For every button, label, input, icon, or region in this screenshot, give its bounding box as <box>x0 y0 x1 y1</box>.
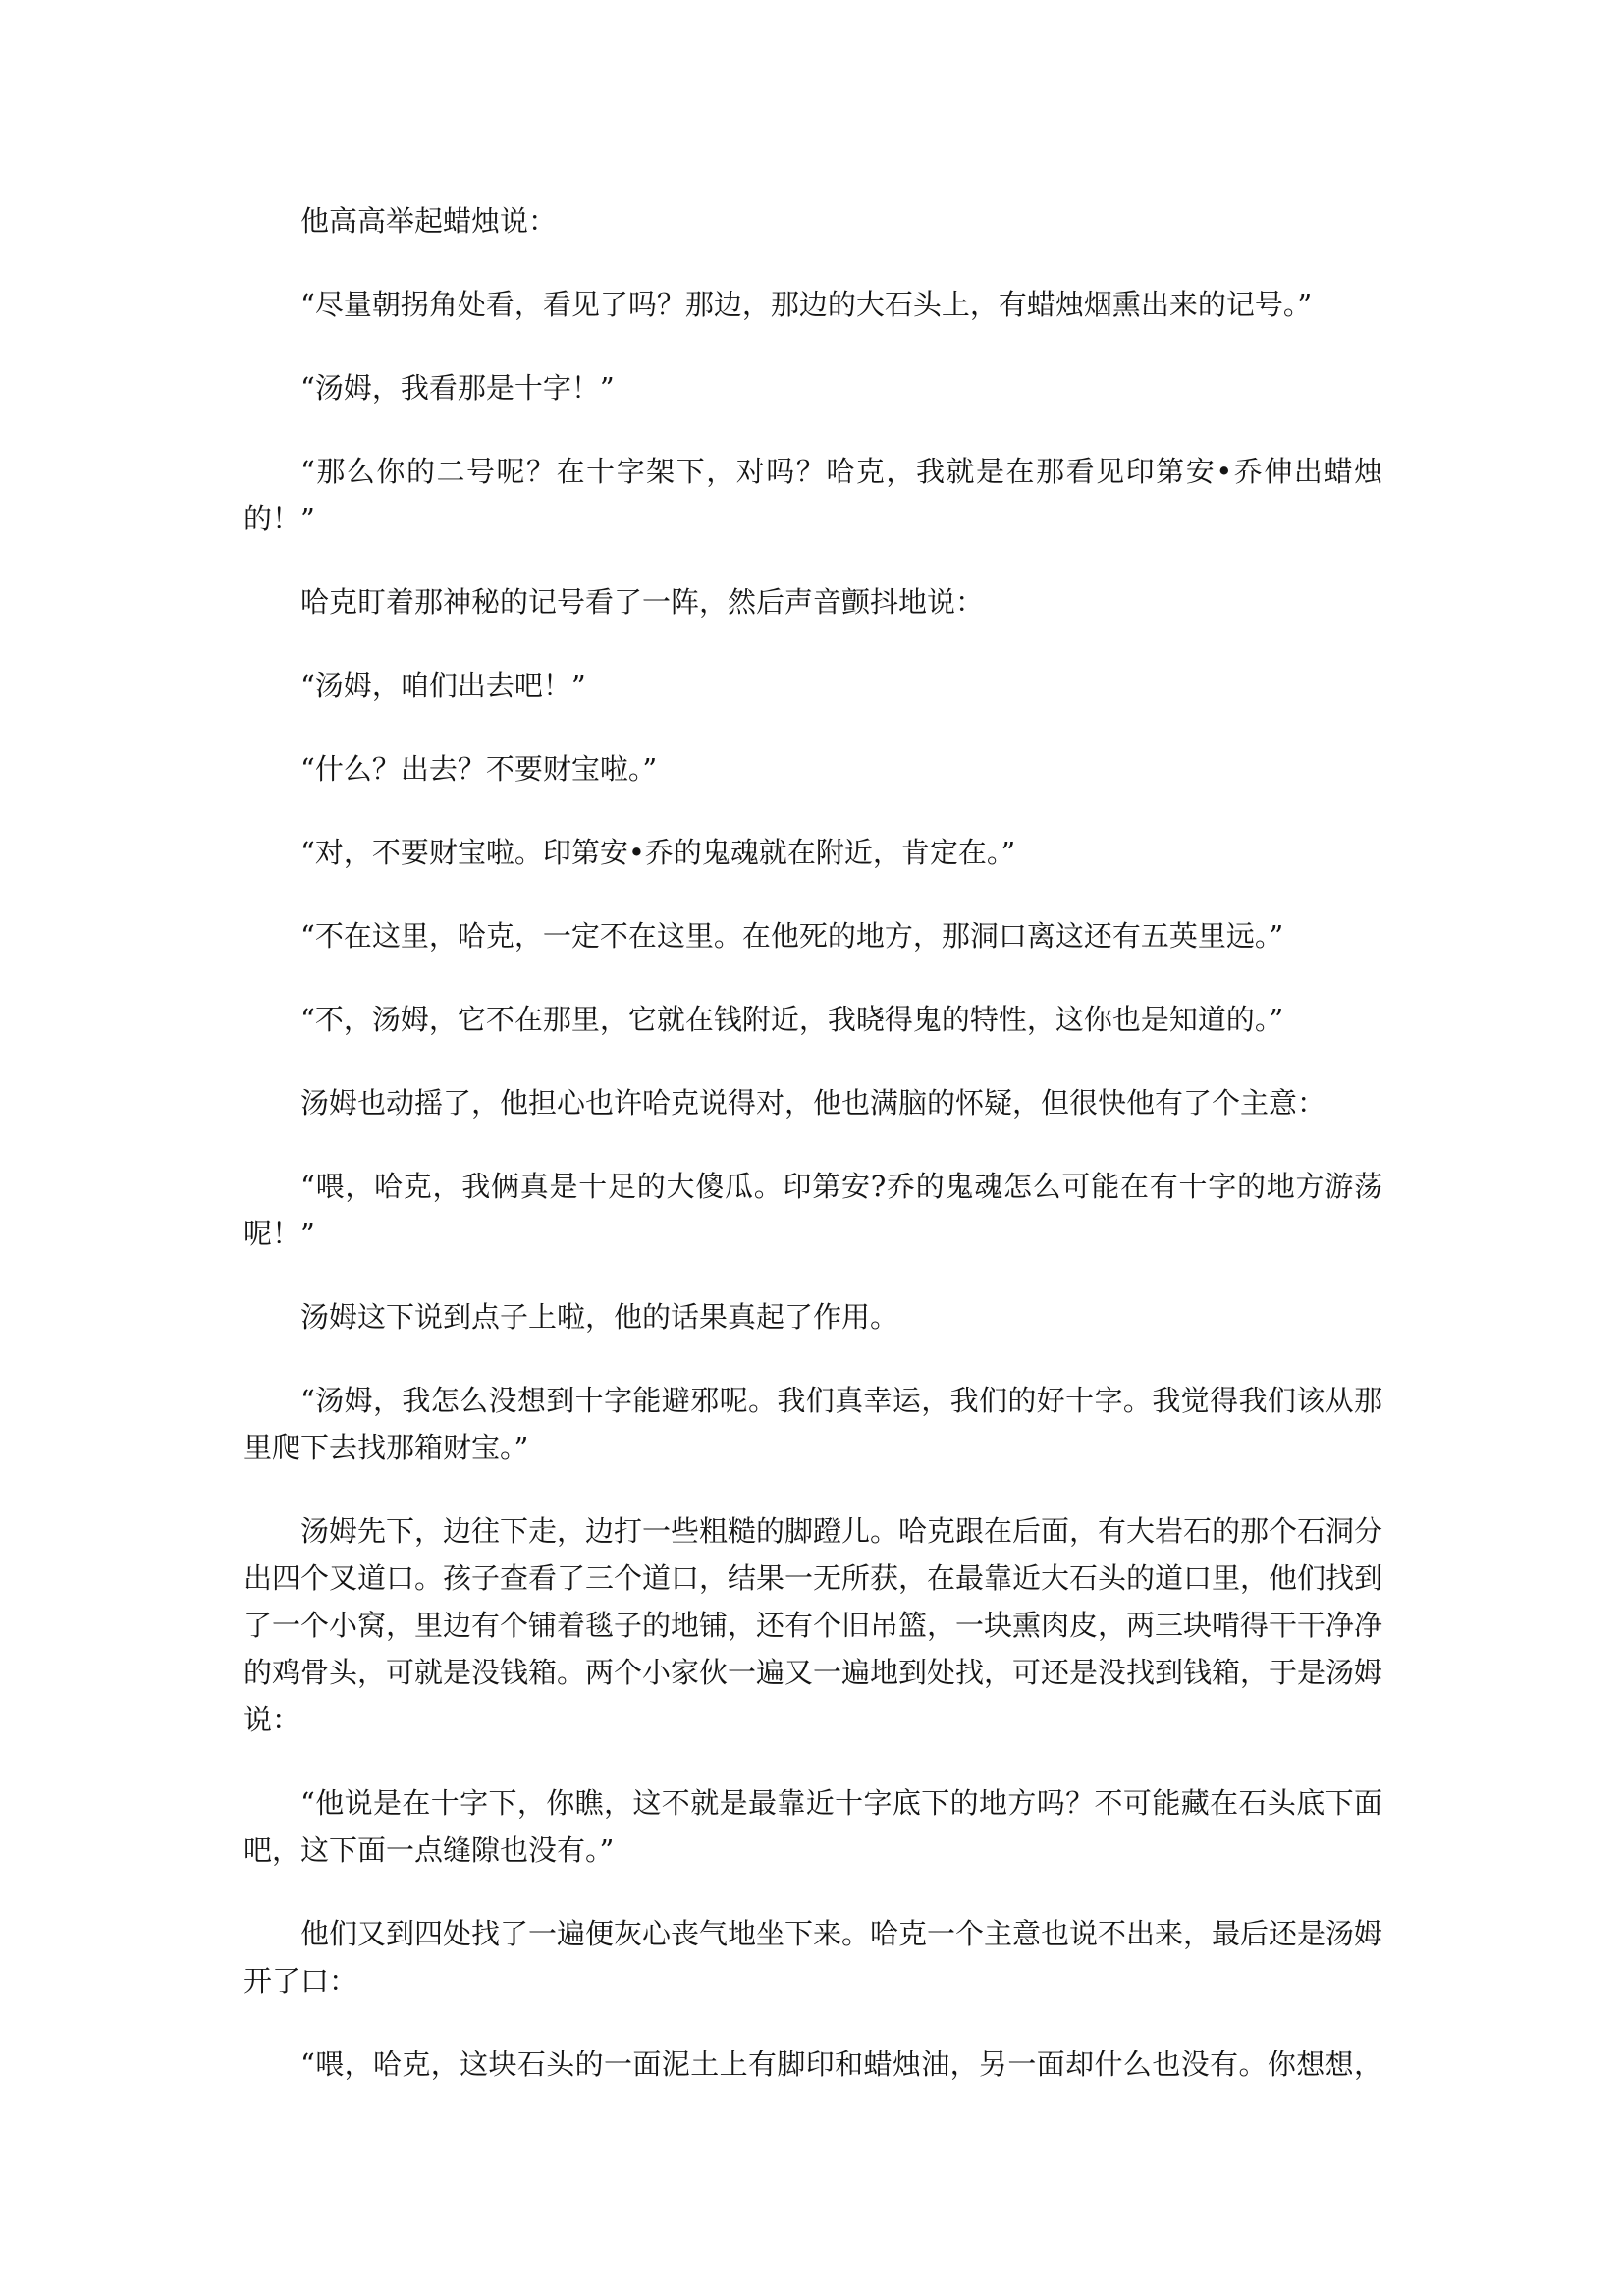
paragraph <box>243 1779 1382 1874</box>
text-line: “他说是在十字下，你瞧，这不就是最靠近十字底下的地方吗？不可能藏在石头底下面 <box>300 1786 1382 1820</box>
text-line: 的鸡骨头，可就是没钱箱。两个小家伙一遍又一遍地到处找，可还是没找到钱箱，于是汤姆 <box>243 1656 1383 1689</box>
paragraph <box>243 197 1382 245</box>
text-line: “汤姆，我怎么没想到十字能避邪呢。我们真幸运，我们的好十字。我觉得我们该从那 <box>300 1384 1382 1417</box>
paragraph <box>243 1079 1382 1126</box>
paragraph <box>243 996 1382 1043</box>
text-line: 汤姆也动摇了，他担心也许哈克说得对，他也满脑的怀疑，但很快他有了个主意： <box>300 1086 1326 1120</box>
paragraph <box>243 1507 1382 1743</box>
paragraph <box>243 745 1382 793</box>
text-line: 哈克盯着那神秘的记号看了一阵，然后声音颤抖地说： <box>300 585 985 619</box>
paragraph <box>243 578 1382 626</box>
paragraph <box>243 912 1382 959</box>
paragraph <box>243 2041 1382 2088</box>
text-line: 里爬下去找那箱财宝。” <box>243 1431 529 1464</box>
paragraph <box>243 1163 1382 1257</box>
text-line: “不，汤姆，它不在那里，它就在钱附近，我晓得鬼的特性，这你也是知道的。” <box>300 1003 1284 1036</box>
text-line: 他们又到四处找了一遍便灰心丧气地坐下来。哈克一个主意也说不出来，最后还是汤姆 <box>300 1917 1383 1950</box>
text-line: “喂，哈克，这块石头的一面泥土上有脚印和蜡烛油，另一面却什么也没有。你想想， <box>300 2048 1382 2081</box>
paragraph <box>243 281 1382 328</box>
text-line: 开了口： <box>243 1964 358 1997</box>
text-line: 汤姆先下，边往下走，边打一些粗糙的脚蹬儿。哈克跟在后面，有大岩石的那个石洞分 <box>300 1514 1383 1548</box>
text-line: 汤姆这下说到点子上啦，他的话果真起了作用。 <box>300 1300 899 1334</box>
text-line: 出四个叉道口。孩子查看了三个道口，结果一无所获，在最靠近大石头的道口里，他们找到 <box>243 1561 1383 1595</box>
text-line: “喂，哈克，我俩真是十足的大傻瓜。印第安?乔的鬼魂怎么可能在有十字的地方游荡 <box>300 1170 1382 1203</box>
text-line: “什么？出去？不要财宝啦。” <box>300 752 658 786</box>
paragraph <box>243 364 1382 411</box>
text-line: 呢！” <box>243 1217 315 1250</box>
text-line: 他高高举起蜡烛说： <box>300 204 558 238</box>
text-line: 了一个小窝，里边有个铺着毯子的地铺，还有个旧吊篮，一块熏肉皮，两三块啃得干干净净 <box>243 1609 1383 1642</box>
paragraph <box>243 829 1382 876</box>
text-line: “那么你的二号呢？在十字架下，对吗？哈克，我就是在那看见印第安•乔伸出蜡烛 <box>300 455 1382 488</box>
text-line: 说： <box>243 1703 301 1736</box>
paragraph <box>243 1377 1382 1471</box>
text-line: “汤姆，我看那是十字！” <box>300 371 615 405</box>
text-line: 吧，这下面一点缝隙也没有。” <box>243 1833 615 1867</box>
paragraph <box>243 448 1382 542</box>
paragraph <box>243 1910 1382 2004</box>
paragraph <box>243 1293 1382 1340</box>
text-line: “尽量朝拐角处看，看见了吗？那边，那边的大石头上，有蜡烛烟熏出来的记号。” <box>300 288 1313 321</box>
document-body <box>243 197 1382 2124</box>
text-line: 的！” <box>243 502 315 535</box>
text-line: “汤姆，咱们出去吧！” <box>300 669 586 702</box>
text-line: “不在这里，哈克，一定不在这里。在他死的地方，那洞口离这还有五英里远。” <box>300 919 1284 953</box>
paragraph <box>243 662 1382 709</box>
text-line: “对，不要财宝啦。印第安•乔的鬼魂就在附近，肯定在。” <box>300 836 1016 869</box>
